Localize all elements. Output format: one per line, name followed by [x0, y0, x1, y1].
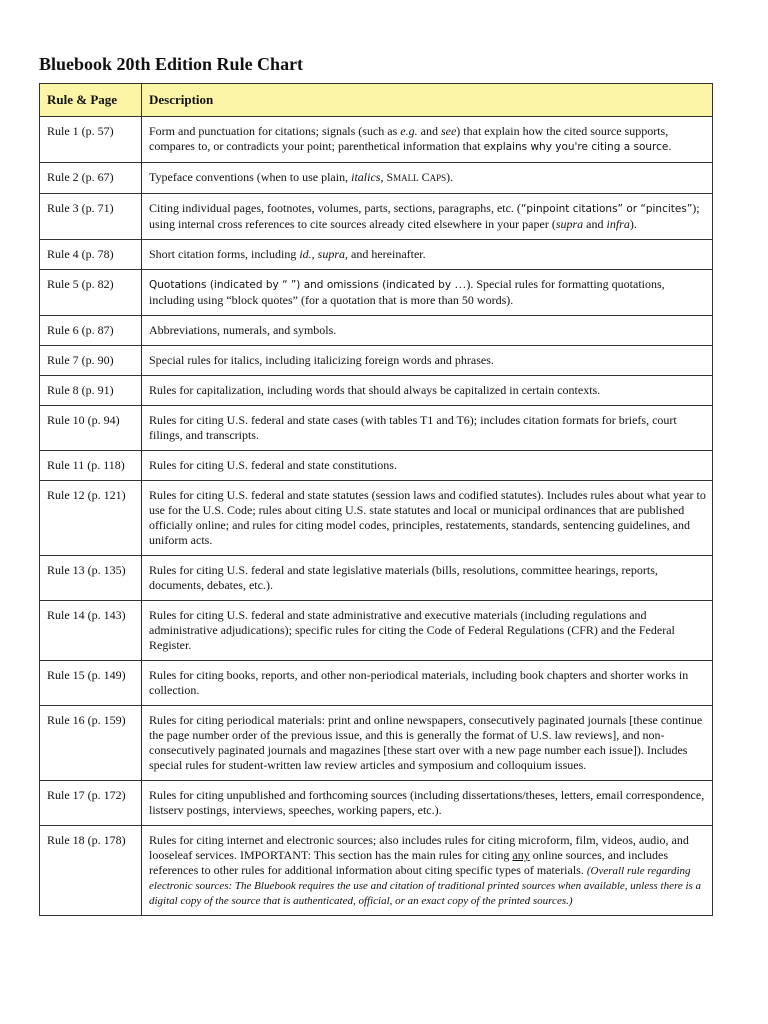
description-cell	[142, 270, 713, 316]
rule-cell: Rule 8 (p. 91)	[40, 376, 142, 406]
rule-cell: Rule 15 (p. 149)	[40, 661, 142, 706]
table-row	[40, 826, 713, 916]
table-row	[40, 163, 713, 194]
description-text: Rules for citing internet and electronic sources; also includes rules for citing microform, film, videos, audio, and looseleaf services. IMPORTANT: This section has the main rules for citing	[149, 833, 689, 862]
description-text: and	[583, 217, 607, 231]
rule-cell: Rule 13 (p. 135)	[40, 556, 142, 601]
emphasis-text: Quotations (indicated by “ ”) and omissions (indicated by	[149, 279, 455, 291]
small-caps-text: MALL	[393, 173, 419, 183]
description-cell: Rules for citing periodical materials: print and online newspapers, consecutively paginated journals [these continue the page number order of the previous issue, and this is generally the format of U.S. law reviews], and non-consecutively paginated journals and magazines [these start over with a new page number each issue]). Includes special rules for student-written law review articles and symposium and colloquium issues.	[142, 706, 713, 781]
description-cell: Rules for citing U.S. federal and state constitutions.	[142, 451, 713, 481]
description-text: ).	[446, 170, 454, 184]
table-row	[40, 316, 713, 346]
rule-cell: Rule 17 (p. 172)	[40, 781, 142, 826]
description-text: online sources, and includes references to other rules for additional information about citing specific types of materials.	[149, 848, 669, 877]
electronic-sources-note: (Overall rule regarding electronic sources: The Bluebook requires the use and citation of traditional printed sources when available, unless there is a digital copy of the source that is authenticated, official, or an exact copy of the printed sources.)	[149, 865, 702, 907]
italic-term: infra	[606, 217, 630, 231]
rule-cell: Rule 4 (p. 78)	[40, 240, 142, 270]
description-text: ,	[380, 170, 387, 184]
table-row	[40, 346, 713, 376]
description-cell: Abbreviations, numerals, and symbols.	[142, 316, 713, 346]
emphasis-text: explains why you're citing a source	[483, 141, 669, 153]
table-row	[40, 781, 713, 826]
table-header-row	[40, 84, 713, 117]
description-cell	[142, 826, 713, 916]
page-title: Bluebook 20th Edition Rule Chart	[39, 54, 304, 74]
rule-cell: Rule 2 (p. 67)	[40, 163, 142, 194]
italic-term: italics	[351, 170, 381, 184]
table-row	[40, 451, 713, 481]
rule-cell: Rule 12 (p. 121)	[40, 481, 142, 556]
description-cell	[142, 240, 713, 270]
description-text: ) that explain how the cited source supports, compares to, or contradicts your point; parenthetical information that	[149, 124, 669, 153]
rule-cell: Rule 10 (p. 94)	[40, 406, 142, 451]
table-row	[40, 601, 713, 661]
description-text: .	[668, 139, 672, 153]
rule-cell: Rule 5 (p. 82)	[40, 270, 142, 316]
description-text: ,	[311, 247, 318, 261]
emphasis-text: “pinpoint citations” or “pincites”	[520, 203, 693, 215]
description-text: ); using internal cross references to cite sources already cited elsewhere in your paper (	[149, 201, 700, 231]
description-cell: Rules for citing books, reports, and other non-periodical materials, including book chapters and shorter works in collection.	[142, 661, 713, 706]
rule-cell: Rule 3 (p. 71)	[40, 194, 142, 240]
rule-chart-table	[39, 83, 713, 916]
rule-cell: Rule 1 (p. 57)	[40, 117, 142, 163]
description-cell: Rules for capitalization, including words that should always be capitalized in certain contexts.	[142, 376, 713, 406]
table-row	[40, 240, 713, 270]
description-text: Form and punctuation for citations; signals (such as	[149, 124, 401, 138]
table-row	[40, 706, 713, 781]
small-caps-letter: S	[386, 170, 394, 184]
description-cell: Rules for citing U.S. federal and state administrative and executive materials (including regulations and administrative adjudications); specific rules for citing the Code of Federal Regulations (CFR) and the Federal Register.	[142, 601, 713, 661]
table-row	[40, 117, 713, 163]
description-cell	[142, 117, 713, 163]
description-cell	[142, 194, 713, 240]
description-cell: Special rules for italics, including italicizing foreign words and phrases.	[142, 346, 713, 376]
description-cell: Rules for citing unpublished and forthcoming sources (including dissertations/theses, letters, email correspondence, listserv postings, interviews, speeches, working papers, etc.).	[142, 781, 713, 826]
table-row	[40, 481, 713, 556]
italic-term: id.	[299, 247, 312, 261]
table-row	[40, 556, 713, 601]
description-cell: Rules for citing U.S. federal and state legislative materials (bills, resolutions, committee hearings, reports, documents, debates, etc.).	[142, 556, 713, 601]
table-row	[40, 270, 713, 316]
rule-cell: Rule 7 (p. 90)	[40, 346, 142, 376]
description-text: Short citation forms, including	[149, 247, 300, 261]
italic-term: supra	[555, 217, 584, 231]
description-cell: Rules for citing U.S. federal and state cases (with tables T1 and T6); includes citation formats for briefs, court filings, and transcripts.	[142, 406, 713, 451]
header-rule-page: Rule & Page	[40, 84, 142, 117]
italic-term: see	[440, 124, 457, 138]
description-text: , and hereinafter.	[345, 247, 426, 261]
rule-cell: Rule 16 (p. 159)	[40, 706, 142, 781]
italic-term: e.g.	[400, 124, 418, 138]
description-text: and	[417, 124, 441, 138]
ellipsis-text: …	[454, 277, 467, 291]
small-caps-letter: C	[418, 170, 430, 184]
description-text: ). Special rules for formatting quotations, including using “block quotes” (for a quotation that is more than 50 words).	[149, 277, 665, 307]
rule-cell: Rule 6 (p. 87)	[40, 316, 142, 346]
table-row	[40, 406, 713, 451]
small-caps-text: APS	[429, 173, 447, 183]
description-cell	[142, 163, 713, 194]
table-row	[40, 661, 713, 706]
description-text: Citing individual pages, footnotes, volumes, parts, sections, paragraphs, etc. (	[149, 201, 521, 215]
description-text: ).	[629, 217, 637, 231]
underlined-term: any	[512, 848, 530, 862]
rule-cell: Rule 11 (p. 118)	[40, 451, 142, 481]
header-description: Description	[142, 84, 713, 117]
table-row	[40, 194, 713, 240]
description-text: Typeface conventions (when to use plain,	[149, 170, 352, 184]
rule-cell: Rule 18 (p. 178)	[40, 826, 142, 916]
rule-cell: Rule 14 (p. 143)	[40, 601, 142, 661]
italic-term: supra	[317, 247, 346, 261]
table-row	[40, 376, 713, 406]
description-cell: Rules for citing U.S. federal and state statutes (session laws and codified statutes). Includes rules about what year to use for the U.S. Code; rules about citing U.S. state statutes and local or municipal ordinances that are published officially online; and rules for citing model codes, principles, restatements, standards, sentencing guidelines, and uniform acts.	[142, 481, 713, 556]
